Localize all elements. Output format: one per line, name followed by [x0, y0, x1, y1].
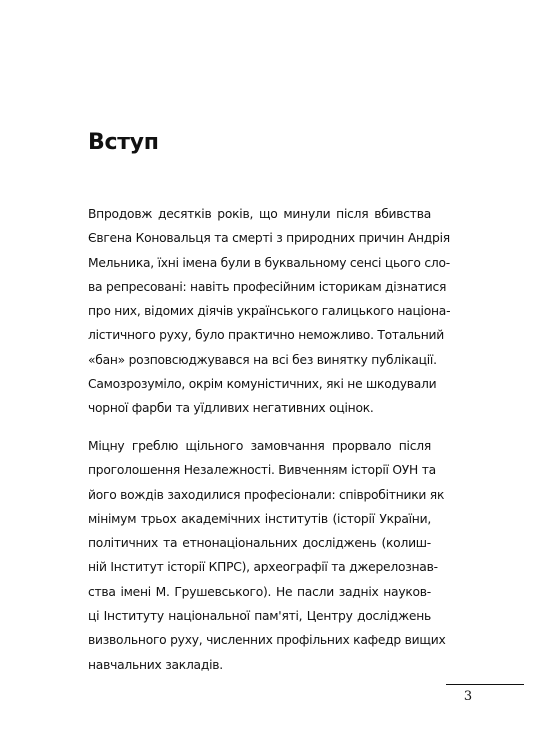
- paragraph-line: визвольного руху, численних профільних кафедр вищих: [88, 633, 446, 648]
- paragraph-line: чорної фарби та уїдливих негативних оцінок.: [88, 401, 374, 416]
- page-number: 3: [463, 689, 473, 704]
- paragraph-line: Міцну греблю щільного замовчання прорвало після: [88, 439, 431, 453]
- paragraph-line: його вождів заходилися професіонали: співробітники як: [88, 487, 445, 502]
- paragraph-line: ці Інституту національної пам'яті, Центру досліджень: [88, 609, 431, 624]
- footer-divider: [446, 684, 524, 685]
- paragraph-line: про них, відомих діячів українського галицького націона-: [88, 304, 451, 319]
- paragraph-line: політичних та етнонаціональних досліджень (колиш-: [88, 536, 431, 551]
- paragraph-line: ва репресовані: навіть професійним історикам дізнатися: [88, 279, 447, 294]
- paragraph-line: Мельника, їхні імена були в буквальному сенсі цього сло-: [88, 255, 450, 270]
- paragraph-1: [88, 202, 451, 421]
- paragraph-line: «бан» розповсюджувався на всі без винятку публікації.: [88, 352, 437, 367]
- chapter-heading: Вступ: [88, 130, 159, 155]
- paragraph-line: проголошення Незалежності. Вивченням історії ОУН та: [88, 463, 436, 478]
- paragraph-line: ній Інститут історії КПРС), археографії та джерелознав-: [88, 560, 438, 575]
- paragraph-line: ства імені М. Грушевського). Не пасли задніх науков-: [88, 584, 431, 599]
- paragraph-line: Євгена Коновальця та смерті з природних причин Андрія: [88, 231, 450, 246]
- paragraph-2: [88, 434, 446, 677]
- paragraph-line: Самозрозуміло, окрім комуністичних, які не шкодували: [88, 377, 437, 392]
- paragraph-line: лістичного руху, було практично неможливо. Тотальний: [88, 328, 445, 343]
- paragraph-line: навчальних закладів.: [88, 657, 223, 672]
- paragraph-line: мінімум трьох академічних інститутів (історії України,: [88, 511, 431, 526]
- paragraph-line: Впродовж десятків років, що минули після вбивства: [88, 207, 431, 221]
